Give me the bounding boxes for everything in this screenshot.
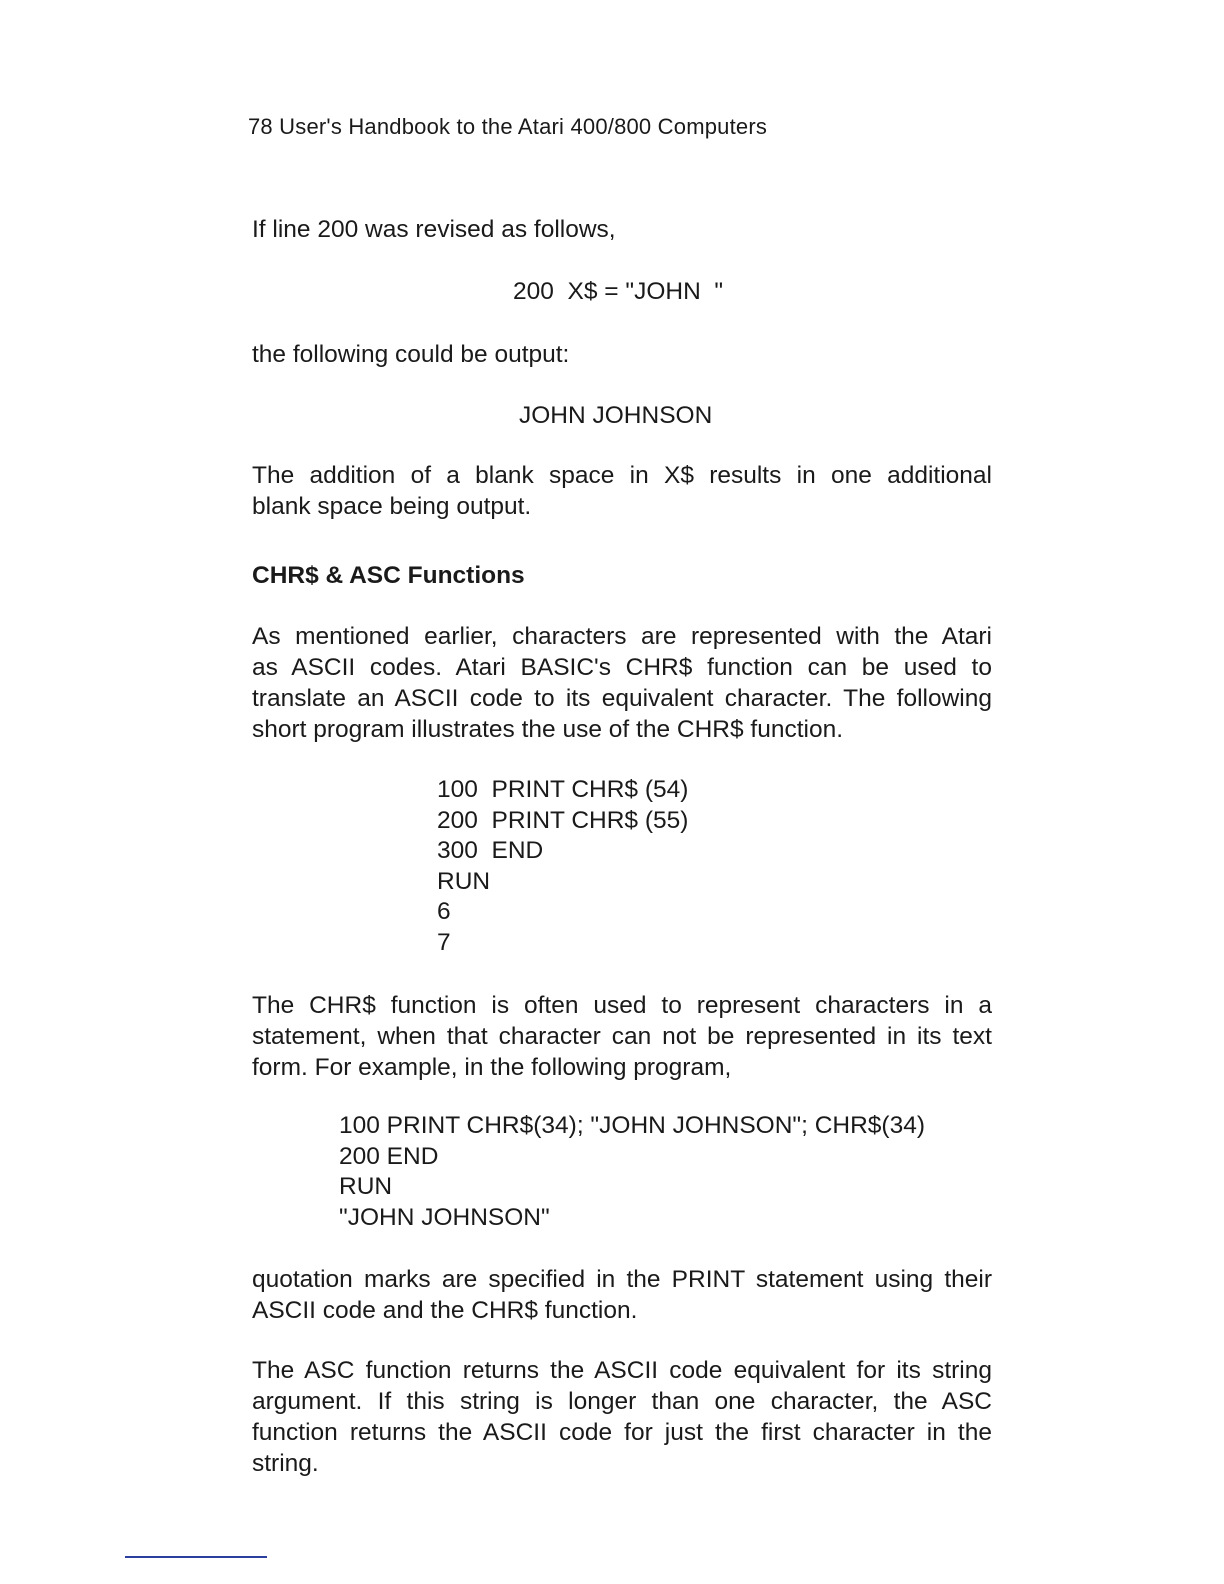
code-line: RUN [339,1173,393,1201]
paragraph-line: The CHR$ function is often used to represent characters in a [252,992,992,1019]
paragraph-line: translate an ASCII code to its equivalent character. The following [252,685,992,712]
paragraph-revision-intro [252,214,992,245]
code-line: "JOHN JOHNSON" [339,1203,550,1231]
code-line: RUN [437,867,491,895]
paragraph-quotation-marks [252,1264,992,1326]
paragraph-line: the following could be output: [252,341,570,368]
code-line: 100 PRINT CHR$(34); "JOHN JOHNSON"; CHR$(34) [339,1112,926,1139]
paragraph-line: blank space being output. [252,493,532,520]
paragraph-chr-intro [252,621,992,745]
program-listing-chr [437,775,688,959]
paragraph-line: form. For example, in the following program, [252,1054,732,1081]
paragraph-line: As mentioned earlier, characters are represented with the Atari [252,623,992,650]
footer-rule [125,1556,267,1558]
code-line-revised: 200 X$ = "JOHN " [513,278,724,305]
paragraph-line: statement, when that character can not be represented in its text [252,1023,992,1050]
paragraph-chr-usage [252,990,992,1083]
section-heading: CHR$ & ASC Functions [252,562,525,589]
code-line: 200 END [339,1142,439,1170]
code-line: 300 END [437,837,544,865]
paragraph-line: quotation marks are specified in the PRINT statement using their [252,1266,992,1293]
paragraph-output-intro [252,339,992,370]
paragraph-line: short program illustrates the use of the CHR$ function. [252,716,844,743]
code-line: 6 [437,898,451,926]
paragraph-line: argument. If this string is longer than one character, the ASC [252,1388,992,1415]
paragraph-line: as ASCII codes. Atari BASIC's CHR$ function can be used to [252,654,992,681]
program-listing-quotes [339,1111,925,1233]
output-name: JOHN JOHNSON [519,402,713,429]
code-line: 200 PRINT CHR$ (55) [437,806,689,834]
code-line: 7 [437,928,451,956]
running-head: 78 User's Handbook to the Atari 400/800 Computers [248,114,768,139]
paragraph-line: ASCII code and the CHR$ function. [252,1297,638,1324]
paragraph-line: string. [252,1450,319,1477]
paragraph-line: function returns the ASCII code for just the first character in the [252,1419,992,1446]
paragraph-blank-space [252,460,992,522]
paragraph-line: The ASC function returns the ASCII code equivalent for its string [252,1357,992,1384]
paragraph-asc-function [252,1355,992,1479]
code-line: 100 PRINT CHR$ (54) [437,776,689,803]
paragraph-line: If line 200 was revised as follows, [252,216,616,243]
paragraph-line: The addition of a blank space in X$ results in one additional [252,462,992,489]
